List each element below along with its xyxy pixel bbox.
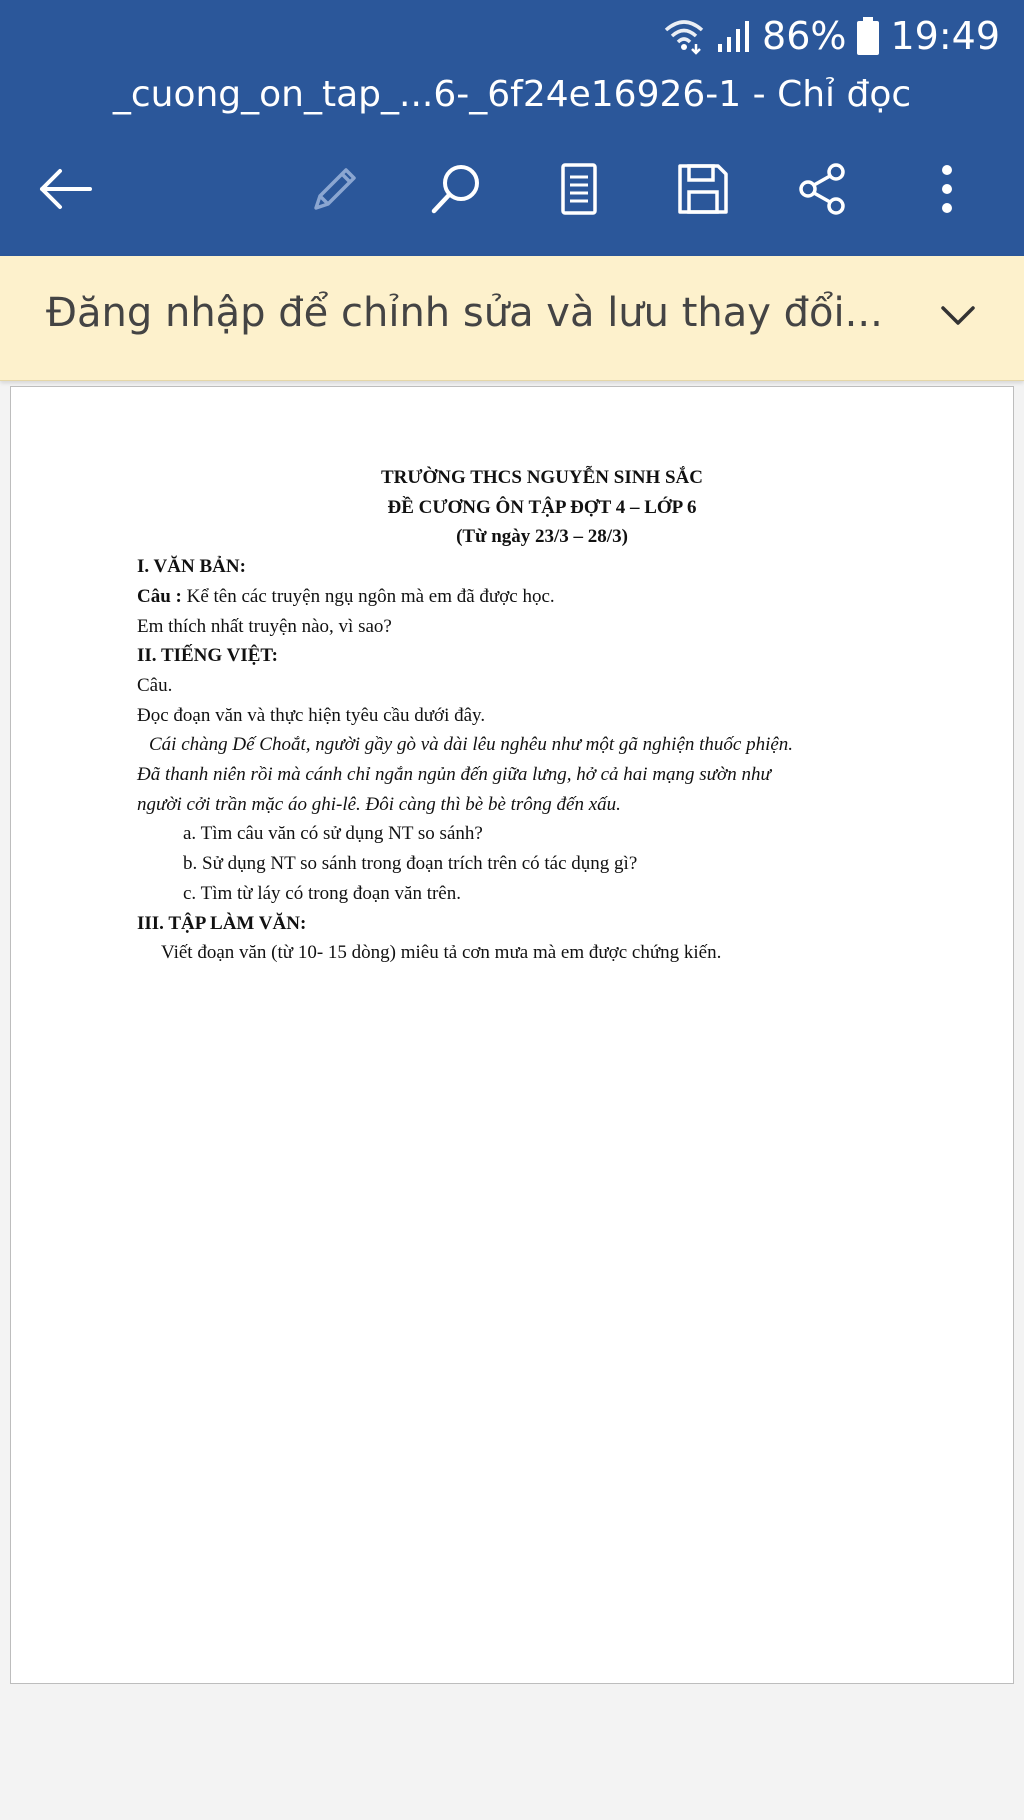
section-title-tieng-viet: II. TIẾNG VIỆT: [137,645,278,667]
back-arrow-icon [38,167,92,215]
question-item-b: b. Sử dụng NT so sánh trong đoạn trích trên có tác dụng gì? [183,853,638,875]
save-button[interactable] [664,152,742,230]
document-page[interactable] [10,386,1014,1684]
chevron-down-icon[interactable] [928,286,988,346]
more-vertical-icon [939,162,955,220]
document-content [137,463,957,968]
search-icon [429,161,485,221]
clock: 19:49 [890,14,1000,58]
date-range: (Từ ngày 23/3 – 28/3) [456,526,628,548]
wifi-icon [662,16,706,56]
question-text: Kể tên các truyện ngụ ngôn mà em đã được học. [181,585,555,607]
question-item-c: c. Tìm từ láy có trong đoạn văn trên. [183,882,461,904]
school-name: TRƯỜNG THCS NGUYỄN SINH SẮC [381,467,703,488]
section-title-van-ban: I. VĂN BẢN: [137,556,246,578]
app-header [0,0,1024,256]
reading-view-icon [559,162,599,220]
edit-button[interactable] [296,152,374,230]
more-options-button[interactable] [908,152,986,230]
section-title-tap-lam-van: III. TẬP LÀM VĂN: [137,912,307,934]
document-heading: ĐỀ CƯƠNG ÔN TẬP ĐỢT 4 – LỚP 6 [387,496,697,518]
share-icon [796,162,850,220]
passage-line: Cái chàng Dế Choắt, người gầy gò và dài lêu nghêu như một gã nghiện thuốc phiện. [149,734,794,756]
status-bar [662,10,1000,62]
reading-view-button[interactable] [540,152,618,230]
pencil-icon [308,162,362,220]
battery-percent: 86% [762,14,847,58]
section1-question [137,582,957,612]
section2-cau: Câu. [137,674,173,696]
save-icon [676,162,730,220]
toolbar [0,152,1024,230]
banner-text: Đăng nhập để chỉnh sửa và lưu thay đổi... [46,290,883,336]
passage-line: Đã thanh niên rồi mà cánh chỉ ngắn ngủn đến giữa lưng, hở cả hai mạng sườn như [137,764,771,786]
back-button[interactable] [26,152,104,230]
passage-line: người cởi trần mặc áo ghi-lê. Đôi càng thì bè bè trông đến xấu. [137,793,621,815]
search-button[interactable] [418,152,496,230]
document-title: _cuong_on_tap_...6-_6f24e16926-1 - Chỉ đọc [112,74,912,115]
battery-icon [856,16,880,56]
section2-instruction: Đọc đoạn văn và thực hiện tyêu cầu dưới đây. [137,704,486,726]
section3-task: Viết đoạn văn (từ 10- 15 dòng) miêu tả cơn mưa mà em được chứng kiến. [161,942,722,964]
sign-in-banner[interactable] [0,256,1024,381]
section1-question-2: Em thích nhất truyện nào, vì sao? [137,615,392,637]
question-label: Câu : [137,585,182,607]
signal-icon [716,18,752,54]
share-button[interactable] [784,152,862,230]
question-item-a: a. Tìm câu văn có sử dụng NT so sánh? [183,823,483,845]
